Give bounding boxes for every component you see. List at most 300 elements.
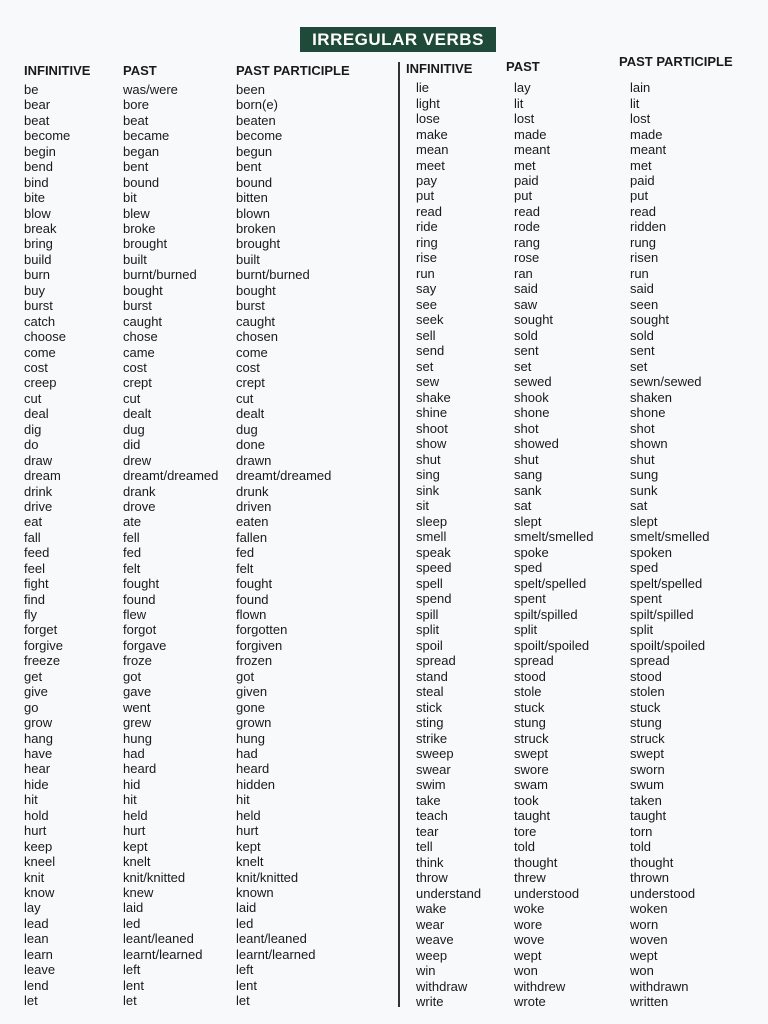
verb-past: spread (514, 653, 554, 669)
verb-past: dug (123, 421, 145, 437)
verb-infinitive: eat (24, 514, 43, 530)
verb-infinitive: win (416, 963, 436, 978)
verb-past-participle: told (630, 839, 651, 855)
verb-past-participle: woven (630, 932, 668, 947)
verb-past-participle: cut (236, 390, 254, 406)
verb-past: wept (514, 947, 542, 963)
verb-past-participle: won (630, 963, 654, 978)
verb-infinitive: wake (416, 901, 447, 917)
verb-past-participle: worn (630, 916, 659, 932)
verb-infinitive: say (416, 281, 437, 297)
verb-past: held (123, 807, 148, 823)
verb-past: blew (123, 205, 150, 221)
verb-past-participle: drawn (236, 452, 272, 468)
verb-past-participle: taught (630, 808, 667, 824)
verb-past-participle: laid (236, 900, 257, 916)
verb-infinitive: have (24, 745, 53, 761)
verb-infinitive: drink (24, 483, 53, 499)
verb-past: wrote (514, 994, 546, 1009)
verb-past: sent (514, 343, 539, 359)
verb-past: spilt/spilled (514, 606, 578, 622)
verb-past: split (514, 622, 538, 638)
verb-past: took (514, 792, 539, 808)
verb-past: swam (514, 777, 548, 793)
verb-infinitive: strike (416, 730, 448, 746)
verb-past-participle: shot (630, 420, 655, 436)
verb-past: left (123, 962, 141, 978)
verb-past: drank (123, 483, 156, 499)
verb-past-participle: thought (630, 854, 674, 870)
verb-past: smelt/smelled (514, 529, 594, 545)
verb-infinitive: build (24, 251, 52, 267)
verb-past-participle: brought (236, 236, 281, 252)
verb-infinitive: know (24, 884, 55, 900)
verb-past-participle: spread (630, 653, 670, 669)
verb-past-participle: dreamt/dreamed (236, 468, 332, 483)
verb-infinitive: learn (24, 946, 53, 962)
verb-infinitive: come (24, 344, 56, 360)
verb-past: grew (123, 715, 152, 731)
verb-past: began (123, 143, 160, 159)
verb-infinitive: catch (24, 313, 56, 329)
verb-past-participle: caught (236, 313, 276, 329)
verb-past-participle: born(e) (236, 97, 278, 113)
verb-past: stung (514, 715, 546, 731)
verb-past-participle: dealt (236, 406, 265, 422)
verb-infinitive: take (416, 792, 441, 808)
verb-past: burnt/burned (123, 267, 197, 283)
verb-past: sewed (514, 374, 552, 390)
verb-past: sped (514, 560, 543, 576)
verb-past: won (514, 963, 538, 978)
verb-past: gave (123, 684, 152, 700)
verb-past: hit (123, 792, 137, 808)
verb-past-participle: beaten (236, 112, 276, 128)
verb-past-participle: shone (630, 405, 666, 421)
verb-past-participle: read (630, 203, 657, 219)
verb-infinitive: shake (416, 389, 451, 405)
verb-infinitive: tell (416, 839, 433, 855)
verb-past-participle: begun (236, 143, 273, 159)
verb-past: had (123, 745, 145, 761)
verb-infinitive: shine (416, 405, 448, 421)
verb-past: forgave (123, 637, 167, 653)
verb-past-participle: lent (236, 977, 257, 993)
verb-infinitive: dream (24, 468, 61, 483)
verb-past-participle: forgotten (236, 622, 288, 638)
verb-past: showed (514, 436, 559, 452)
verb-past-participle: swept (630, 746, 664, 762)
verb-infinitive: set (416, 358, 434, 374)
verb-past: built (123, 251, 147, 267)
verb-infinitive: hurt (24, 823, 47, 839)
verb-past: shut (514, 451, 539, 467)
verb-past-participle: shown (630, 436, 668, 452)
verb-past: drew (123, 452, 152, 468)
verb-past: slept (514, 513, 542, 529)
verb-past: bore (123, 97, 150, 113)
verb-past-participle: knit/knitted (236, 869, 299, 885)
verb-past: forgot (123, 622, 157, 638)
verb-past-participle: stung (630, 715, 662, 731)
verb-infinitive: ride (416, 219, 438, 235)
verb-past-participle: stuck (630, 699, 661, 715)
verb-past: said (514, 281, 538, 297)
verb-past-participle: written (630, 994, 669, 1009)
verb-past: heard (123, 761, 157, 777)
verb-infinitive: sell (416, 327, 436, 343)
verb-past: sat (514, 498, 532, 514)
verb-past: hurt (123, 823, 146, 839)
verb-infinitive: forget (24, 622, 58, 638)
verb-past-participle: forgiven (236, 637, 283, 653)
verb-past: got (123, 668, 142, 684)
verb-past: lit (514, 95, 524, 111)
verb-past: wove (514, 932, 545, 947)
verb-past-participle: knelt (236, 854, 264, 869)
verb-infinitive: lose (416, 111, 440, 126)
verb-past-participle: crept (236, 375, 265, 391)
verb-infinitive: speed (416, 560, 452, 576)
verb-infinitive: sink (416, 482, 440, 498)
verb-past: crept (123, 375, 152, 391)
verb-infinitive: sting (416, 715, 444, 731)
verb-past: fought (123, 576, 160, 592)
verb-past: flew (123, 607, 147, 622)
verb-past: shook (514, 389, 549, 405)
verb-past-participle: meant (630, 142, 667, 157)
verb-infinitive: spoil (416, 637, 443, 653)
verb-past: dealt (123, 406, 152, 422)
verb-infinitive: blow (24, 205, 51, 221)
verb-infinitive: lay (24, 900, 41, 916)
verb-infinitive: become (24, 128, 71, 144)
verb-past: told (514, 839, 535, 855)
verb-infinitive: smell (416, 529, 447, 545)
verb-past-participle: known (236, 884, 274, 900)
verb-past: shot (514, 420, 539, 436)
verb-infinitive: weep (416, 947, 448, 963)
verb-past-participle: shaken (630, 389, 672, 405)
verb-past-participle: spent (630, 591, 662, 607)
verb-infinitive: run (416, 265, 435, 281)
verb-infinitive: get (24, 668, 43, 684)
verb-infinitive: draw (24, 452, 53, 468)
verb-infinitive: drive (24, 498, 53, 514)
verb-past-participle: hidden (236, 776, 276, 792)
verb-past-participle: cost (236, 359, 260, 375)
verb-past: set (514, 358, 532, 374)
verb-past-participle: risen (630, 250, 659, 266)
verb-infinitive: pay (416, 172, 437, 188)
verb-past-participle: hit (236, 792, 250, 808)
verb-past: sought (514, 312, 554, 328)
verb-past: let (123, 993, 137, 1008)
verb-past: burst (123, 298, 152, 314)
verb-infinitive: cost (24, 359, 48, 375)
verb-infinitive: knit (24, 869, 45, 885)
verb-infinitive: swear (416, 761, 451, 777)
verb-past-participle: swum (630, 777, 664, 793)
left-header-past-participle: PAST PARTICIPLE (236, 63, 350, 78)
verb-past: fell (123, 529, 140, 545)
verb-infinitive: burst (24, 298, 53, 314)
verb-past-participle: burst (236, 298, 265, 314)
verb-infinitive: lean (24, 931, 49, 947)
verb-past-participle: done (236, 437, 265, 453)
verb-past-participle: sworn (630, 761, 665, 777)
verb-infinitive: break (24, 221, 57, 236)
verb-past-participle: held (236, 807, 261, 823)
verb-infinitive: steal (416, 684, 444, 700)
verb-infinitive: forgive (24, 637, 64, 653)
verb-past-participle: grown (236, 715, 272, 731)
verb-past-participle: learnt/learned (236, 946, 316, 962)
left-header-past: PAST (123, 63, 157, 78)
verb-infinitive: lend (24, 977, 49, 993)
verb-infinitive: make (416, 126, 448, 142)
verb-infinitive: light (416, 95, 440, 111)
verb-past: stole (514, 684, 542, 700)
verb-past: knelt (123, 854, 151, 869)
verb-infinitive: keep (24, 838, 53, 854)
verb-infinitive: tear (416, 823, 439, 839)
verb-infinitive: throw (416, 870, 448, 886)
verb-past-participle: sewn/sewed (630, 374, 702, 390)
right-header-past-participle: PAST PARTICIPLE (619, 54, 733, 69)
verb-past-participle: sung (630, 467, 659, 483)
verb-past: wore (514, 916, 543, 932)
verb-infinitive: teach (416, 808, 448, 824)
verb-past: learnt/learned (123, 946, 203, 962)
verb-past-participle: driven (236, 498, 272, 514)
verb-infinitive: freeze (24, 653, 61, 669)
verb-past: stood (514, 668, 546, 684)
verb-past: thought (514, 854, 558, 870)
verb-past-participle: set (630, 358, 648, 374)
verb-past-participle: fought (236, 576, 273, 592)
verb-past: shone (514, 405, 550, 421)
verb-past: met (514, 157, 536, 173)
verb-infinitive: think (416, 854, 444, 870)
verb-past: stuck (514, 699, 545, 715)
right-header-infinitive: INFINITIVE (406, 61, 473, 76)
verb-infinitive: sew (416, 374, 440, 390)
verb-past-participle: left (236, 962, 254, 978)
verb-infinitive: speak (416, 544, 451, 560)
verb-past-participle: said (630, 281, 654, 297)
left-header-infinitive: INFINITIVE (24, 63, 91, 78)
verb-past-participle: sat (630, 498, 648, 514)
verb-infinitive: stick (416, 699, 442, 715)
verb-infinitive: deal (24, 406, 49, 422)
verb-past: bought (123, 282, 163, 298)
verb-infinitive: creep (24, 375, 57, 391)
verb-past-participle: struck (630, 730, 665, 746)
verb-past-participle: leant/leaned (236, 931, 307, 947)
verb-infinitive: feel (24, 560, 45, 576)
verb-past: did (123, 437, 141, 453)
verb-past-participle: bitten (236, 190, 268, 206)
verb-infinitive: ring (416, 234, 438, 250)
verb-past-participle: dug (236, 421, 258, 437)
verb-past: fed (123, 545, 142, 561)
verb-past: paid (514, 172, 539, 188)
verb-infinitive: cut (24, 390, 42, 406)
verb-past: froze (123, 653, 152, 669)
verb-past-participle: bound (236, 174, 273, 190)
verb-past-participle: seen (630, 296, 659, 312)
verb-past-participle: torn (630, 823, 653, 839)
verb-infinitive: buy (24, 282, 45, 298)
verb-past-participle: thrown (630, 870, 670, 886)
verb-infinitive: beat (24, 112, 50, 128)
verb-past-participle: found (236, 591, 269, 607)
verb-past-participle: gone (236, 699, 265, 715)
verb-infinitive: bend (24, 159, 53, 175)
verb-past-participle: built (236, 251, 260, 267)
verb-infinitive: let (24, 993, 38, 1008)
verb-infinitive: hear (24, 761, 51, 777)
verb-past: swore (514, 761, 549, 777)
verb-past: drove (123, 498, 156, 514)
verb-past-participle: spoilt/spoiled (630, 637, 706, 653)
verb-past: bent (123, 159, 149, 175)
verb-past-participle: slept (630, 513, 658, 529)
verb-past-participle: spelt/spelled (630, 575, 703, 591)
verb-past: spelt/spelled (514, 575, 587, 591)
verb-past: threw (514, 870, 546, 886)
right-header-past: PAST (506, 59, 540, 74)
verb-past-participle: had (236, 745, 258, 761)
verb-infinitive: sit (416, 498, 429, 514)
verb-past-participle: got (236, 668, 255, 684)
verb-infinitive: weave (416, 932, 454, 947)
verb-infinitive: mean (416, 142, 449, 157)
verb-past: was/were (123, 82, 178, 97)
verb-infinitive: burn (24, 267, 51, 283)
verb-infinitive: fly (24, 607, 37, 622)
verb-infinitive: hang (24, 730, 53, 746)
verb-past-participle: split (630, 622, 654, 638)
verb-infinitive: rise (416, 250, 437, 266)
verb-infinitive: swim (416, 777, 446, 793)
verb-past: cost (123, 359, 147, 375)
verb-past-participle: frozen (236, 653, 273, 669)
verb-past-participle: woken (630, 901, 668, 917)
verb-past-participle: flown (236, 607, 267, 622)
verb-past: struck (514, 730, 549, 746)
verb-past-participle: stood (630, 668, 662, 684)
verb-infinitive: see (416, 296, 437, 312)
verb-past: became (123, 128, 170, 144)
verb-infinitive: sweep (416, 746, 454, 762)
verb-infinitive: do (24, 437, 39, 453)
verb-past-participle: shut (630, 451, 655, 467)
verb-infinitive: leave (24, 962, 56, 978)
verb-past-participle: rung (630, 234, 657, 250)
verb-past: meant (514, 142, 551, 157)
verb-infinitive: grow (24, 715, 53, 731)
verb-past: cut (123, 390, 141, 406)
verb-infinitive: feed (24, 545, 50, 561)
verb-past-participle: given (236, 684, 268, 700)
verb-past: swept (514, 746, 548, 762)
verb-past-participle: been (236, 82, 265, 97)
verb-past-participle: put (630, 188, 649, 204)
verb-past-participle: withdrawn (630, 978, 689, 994)
verb-infinitive: sleep (416, 513, 448, 529)
verb-past: broke (123, 221, 156, 236)
verb-infinitive: bring (24, 236, 53, 252)
verb-past: leant/leaned (123, 931, 194, 947)
verb-infinitive: split (416, 622, 440, 638)
verb-past: read (514, 203, 541, 219)
verb-past-participle: come (236, 344, 268, 360)
verb-past: put (514, 188, 533, 204)
verb-infinitive: go (24, 699, 39, 715)
verb-past-participle: lit (630, 95, 640, 111)
verb-past-participle: broken (236, 221, 276, 236)
verb-past: laid (123, 900, 144, 916)
verb-past-participle: sped (630, 560, 659, 576)
verb-infinitive: spend (416, 591, 452, 607)
verb-past-participle: led (236, 915, 254, 931)
verb-past-participle: burnt/burned (236, 267, 310, 283)
verb-infinitive: kneel (24, 854, 56, 869)
verb-infinitive: hold (24, 807, 49, 823)
verb-infinitive: fall (24, 529, 41, 545)
verb-infinitive: read (416, 203, 443, 219)
verb-past-participle: paid (630, 172, 655, 188)
verb-past-participle: made (630, 126, 663, 142)
verb-infinitive: bite (24, 190, 45, 206)
verb-infinitive: write (416, 994, 444, 1009)
verb-past-participle: become (236, 128, 283, 144)
verb-past: saw (514, 296, 538, 312)
verb-infinitive: sing (416, 467, 440, 483)
verb-infinitive: stand (416, 668, 448, 684)
verb-infinitive: meet (416, 157, 445, 173)
verb-infinitive: spell (416, 575, 443, 591)
page-title: IRREGULAR VERBS (300, 27, 496, 52)
verb-infinitive: find (24, 591, 45, 607)
verb-past-participle: understood (630, 885, 696, 901)
verb-past-participle: taken (630, 792, 662, 808)
verb-past-participle: let (236, 993, 250, 1008)
verb-past-participle: heard (236, 761, 270, 777)
verb-infinitive: wear (416, 916, 445, 932)
verb-past-participle: fed (236, 545, 255, 561)
verb-past: spoke (514, 544, 549, 560)
verb-past-participle: stolen (630, 684, 665, 700)
verb-past-participle: sought (630, 312, 670, 328)
verb-past-participle: eaten (236, 514, 269, 530)
verb-past-participle: chosen (236, 329, 278, 345)
verb-past: understood (514, 885, 580, 901)
verb-past-participle: sold (630, 327, 654, 343)
column-divider (398, 62, 400, 1007)
verb-past: bound (123, 174, 160, 190)
verb-past-participle: hurt (236, 823, 259, 839)
verb-past: beat (123, 112, 149, 128)
verb-infinitive: choose (24, 329, 66, 345)
verb-past-participle: lain (630, 80, 651, 95)
verb-infinitive: show (416, 436, 447, 452)
verb-past: hid (123, 776, 141, 792)
verb-past: chose (123, 329, 158, 345)
verb-infinitive: withdraw (416, 978, 468, 994)
